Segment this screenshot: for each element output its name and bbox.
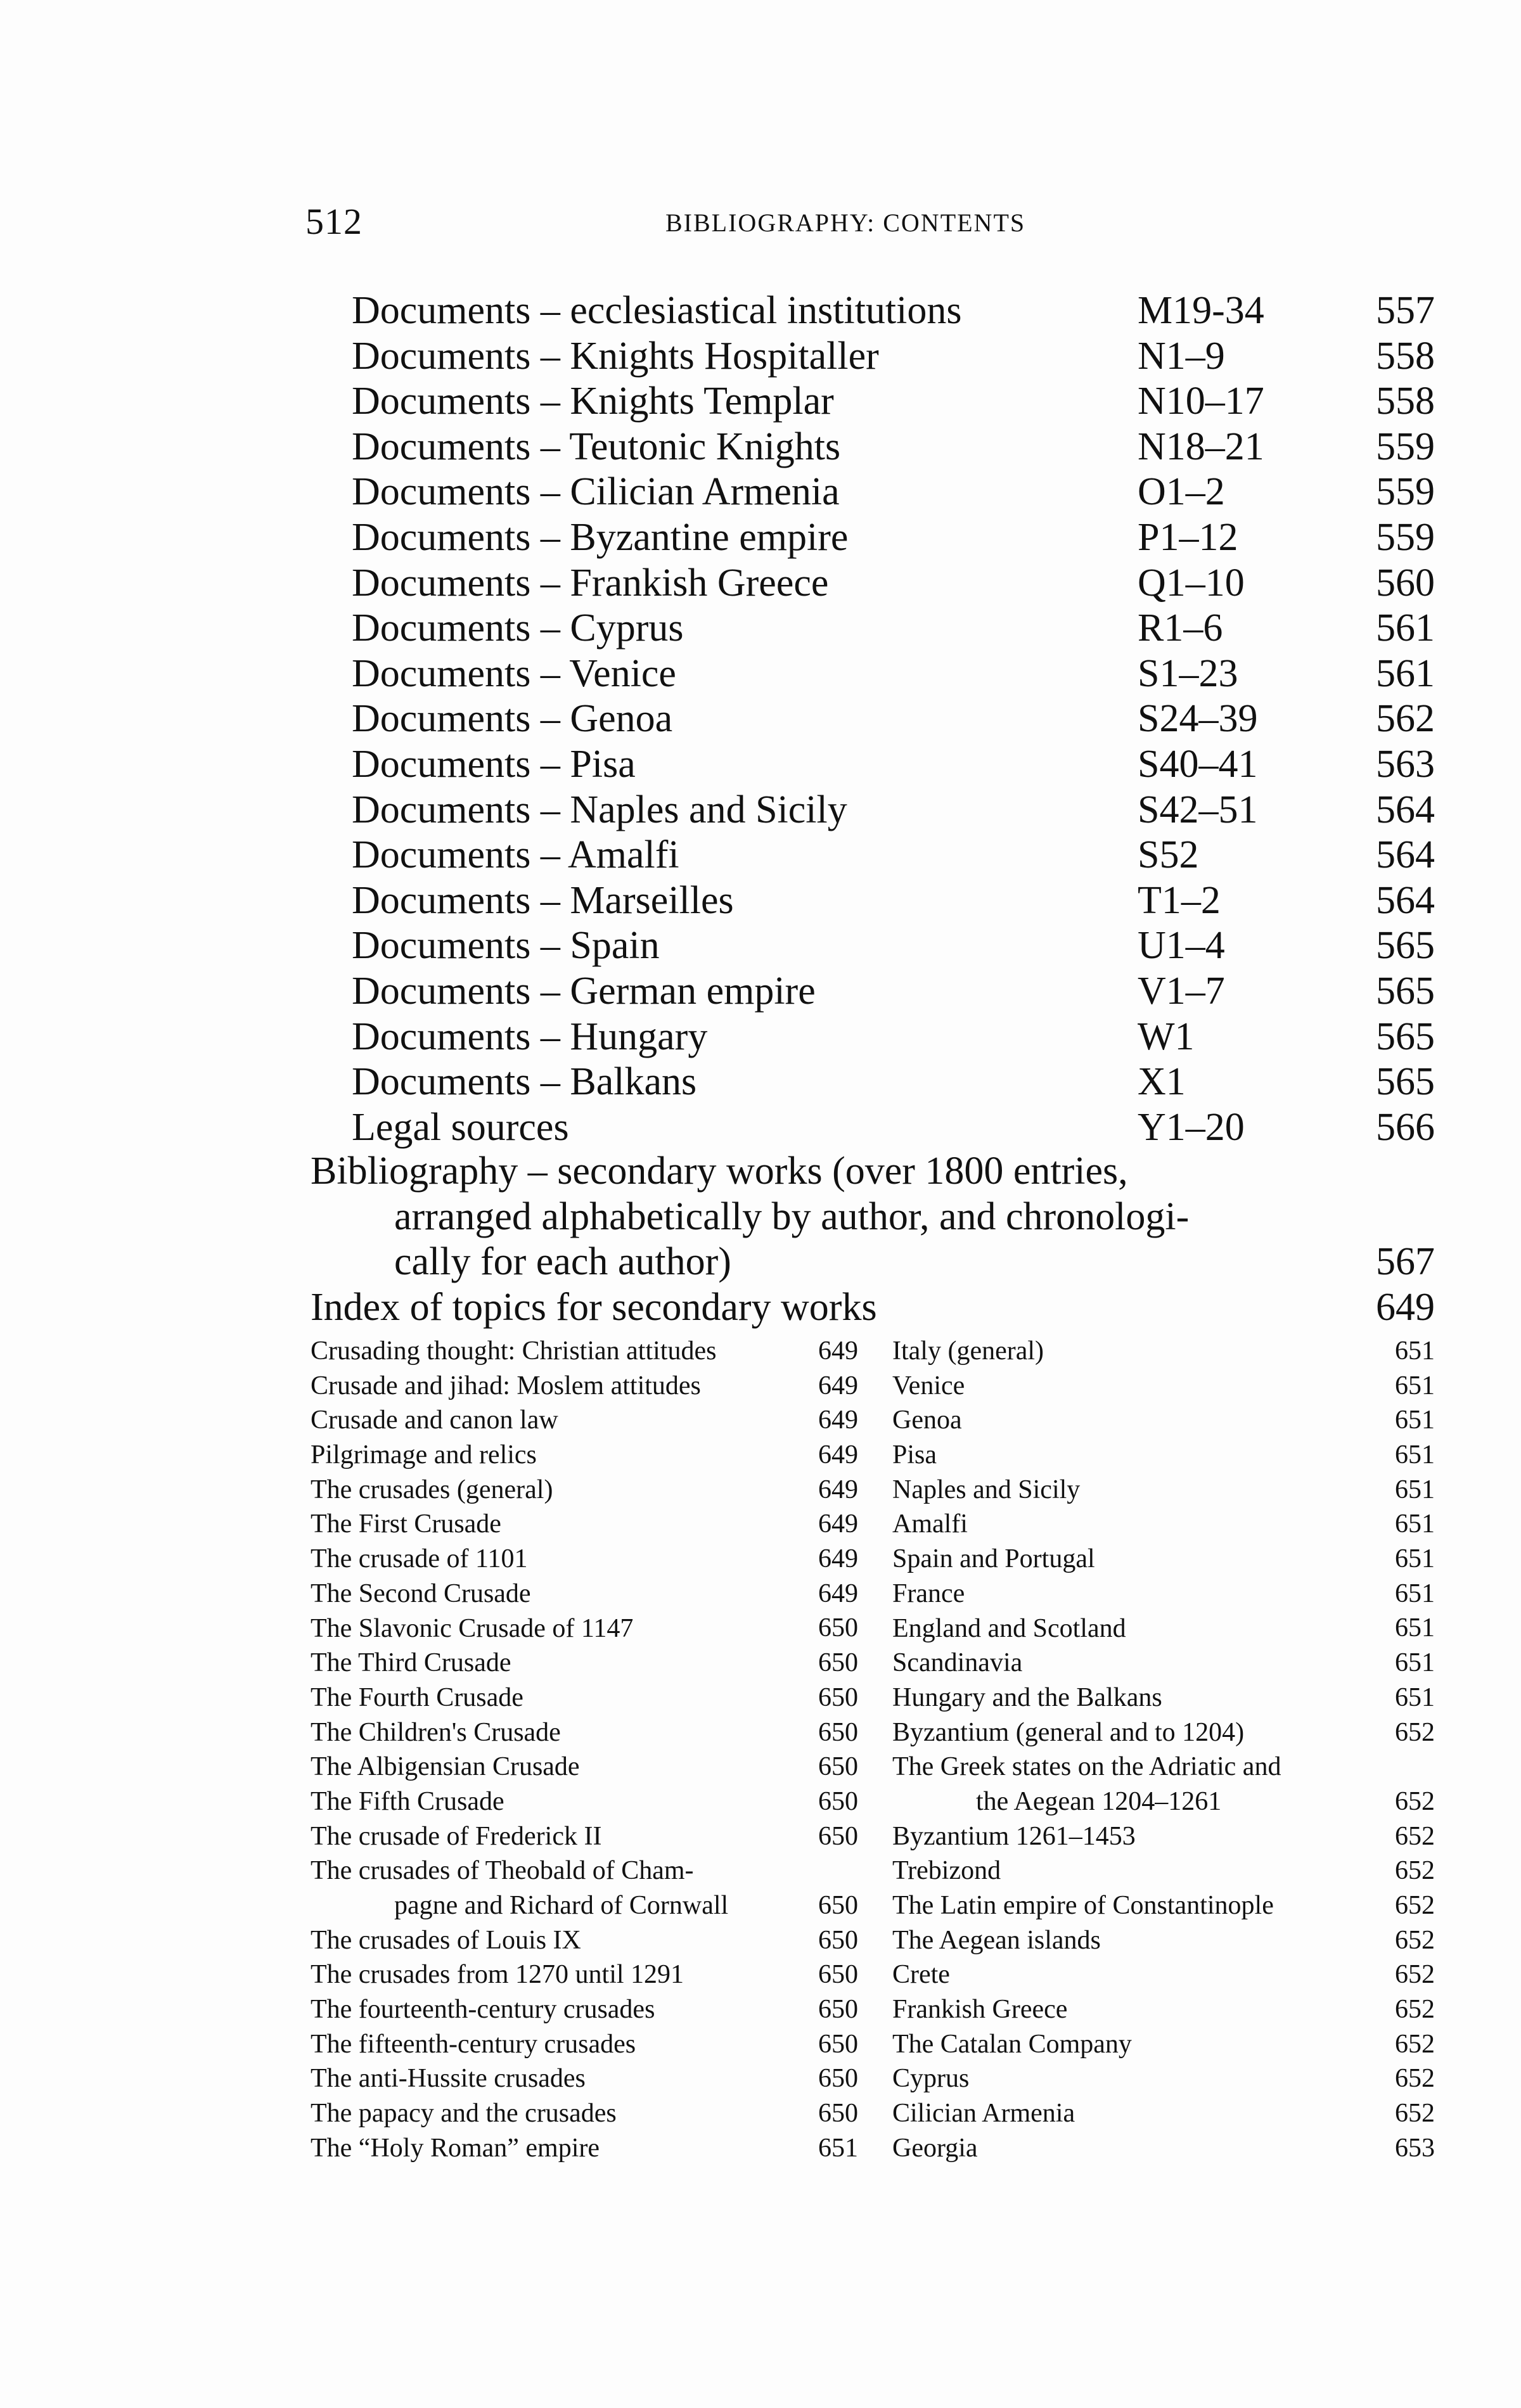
contents-title: Documents – Hungary bbox=[352, 1015, 708, 1058]
index-row bbox=[892, 1854, 1435, 1888]
contents-row bbox=[0, 1105, 1521, 1151]
index-row bbox=[311, 2131, 858, 2166]
index-topic: Crusading thought: Christian attitudes bbox=[311, 1336, 717, 1366]
contents-row bbox=[0, 470, 1521, 515]
index-row bbox=[892, 1888, 1435, 1923]
contents-title: Documents – Knights Templar bbox=[352, 380, 834, 423]
contents-title: Documents – Balkans bbox=[352, 1060, 697, 1104]
index-topic: Byzantium (general and to 1204) bbox=[892, 1717, 1245, 1747]
contents-row bbox=[0, 788, 1521, 833]
contents-code: R1–6 bbox=[1138, 606, 1223, 650]
index-heading-page: 649 bbox=[1376, 1286, 1435, 1329]
contents-row bbox=[0, 425, 1521, 470]
contents-title: Documents – Knights Hospitaller bbox=[352, 334, 879, 378]
index-heading-title: Index of topics for secondary works bbox=[311, 1286, 877, 1329]
index-heading-entry bbox=[0, 1285, 1521, 1331]
index-row bbox=[892, 1681, 1435, 1715]
index-topic: The crusades of Louis IX bbox=[311, 1925, 581, 1955]
index-row bbox=[311, 1715, 858, 1750]
index-topic: Pilgrimage and relics bbox=[311, 1440, 537, 1470]
contents-page: 563 bbox=[1376, 742, 1435, 786]
index-page: 652 bbox=[1395, 1995, 1435, 2025]
index-topic: The crusade of 1101 bbox=[311, 1544, 528, 1574]
index-page: 651 bbox=[1395, 1509, 1435, 1539]
contents-row bbox=[0, 1015, 1521, 1060]
index-page: 650 bbox=[818, 1717, 858, 1747]
index-row bbox=[892, 1957, 1435, 1992]
index-row bbox=[892, 1403, 1435, 1438]
index-page: 650 bbox=[818, 1821, 858, 1851]
contents-title: Legal sources bbox=[352, 1105, 569, 1149]
index-page: 652 bbox=[1395, 2064, 1435, 2094]
contents-row bbox=[0, 1060, 1521, 1105]
contents-list bbox=[0, 288, 1521, 1150]
contents-page: 566 bbox=[1376, 1105, 1435, 1149]
index-row bbox=[892, 1542, 1435, 1577]
bibliography-entry bbox=[0, 1149, 1521, 1285]
index-topic: Genoa bbox=[892, 1406, 962, 1435]
index-topic: Amalfi bbox=[892, 1509, 968, 1539]
contents-page: 564 bbox=[1376, 788, 1435, 831]
index-row bbox=[311, 1473, 858, 1508]
index-topic: The Children's Crusade bbox=[311, 1717, 561, 1747]
index-topic: The anti-Hussite crusades bbox=[311, 2064, 586, 2094]
index-page: 650 bbox=[818, 1682, 858, 1712]
contents-code: S1–23 bbox=[1138, 651, 1238, 695]
index-page: 650 bbox=[818, 1752, 858, 1782]
contents-page: 564 bbox=[1376, 878, 1435, 922]
contents-row bbox=[0, 878, 1521, 924]
contents-title: Documents – Teutonic Knights bbox=[352, 425, 841, 468]
contents-title: Documents – Byzantine empire bbox=[352, 515, 849, 559]
contents-title: Documents – Amalfi bbox=[352, 833, 679, 877]
index-row bbox=[311, 1923, 858, 1958]
index-row bbox=[311, 1577, 858, 1611]
contents-code: S52 bbox=[1138, 833, 1199, 877]
contents-title: Documents – German empire bbox=[352, 969, 816, 1013]
index-topic-continuation: pagne and Richard of Cornwall bbox=[394, 1891, 729, 1920]
index-page: 650 bbox=[818, 1960, 858, 1990]
contents-code: U1–4 bbox=[1138, 924, 1225, 968]
contents-code: W1 bbox=[1138, 1015, 1195, 1058]
index-topic: The fifteenth-century crusades bbox=[311, 2029, 636, 2059]
index-topic: Crete bbox=[892, 1960, 950, 1990]
index-row bbox=[311, 1611, 858, 1646]
index-page: 649 bbox=[818, 1371, 858, 1400]
index-page: 652 bbox=[1395, 1960, 1435, 1990]
index-page: 649 bbox=[818, 1544, 858, 1574]
page-number: 512 bbox=[305, 201, 363, 242]
index-topic: The “Holy Roman” empire bbox=[311, 2133, 600, 2163]
index-topic: The Fourth Crusade bbox=[311, 1682, 523, 1712]
contents-row bbox=[0, 288, 1521, 334]
index-page: 649 bbox=[818, 1579, 858, 1608]
contents-code: O1–2 bbox=[1138, 470, 1225, 514]
index-page: 650 bbox=[818, 2064, 858, 2094]
index-row bbox=[892, 1438, 1435, 1473]
index-topic: Naples and Sicily bbox=[892, 1475, 1081, 1504]
index-page: 652 bbox=[1395, 1821, 1435, 1851]
index-row bbox=[892, 1992, 1435, 2027]
index-page: 651 bbox=[1395, 1406, 1435, 1435]
index-page: 652 bbox=[1395, 1891, 1435, 1920]
index-row bbox=[892, 1715, 1435, 1750]
index-topic: Trebizond bbox=[892, 1856, 1001, 1886]
bibliography-line: arranged alphabetically by author, and chronologi- bbox=[394, 1194, 1190, 1238]
index-topic: Spain and Portugal bbox=[892, 1544, 1095, 1574]
contents-page: 558 bbox=[1376, 380, 1435, 423]
index-topic: Byzantium 1261–1453 bbox=[892, 1821, 1136, 1851]
contents-code: Q1–10 bbox=[1138, 561, 1245, 605]
index-page: 651 bbox=[1395, 1475, 1435, 1504]
index-page: 653 bbox=[1395, 2133, 1435, 2163]
contents-code: S24–39 bbox=[1138, 697, 1258, 741]
contents-row bbox=[0, 379, 1521, 425]
index-topic: The Third Crusade bbox=[311, 1648, 511, 1678]
index-topic: Hungary and the Balkans bbox=[892, 1682, 1162, 1712]
index-topic: The papacy and the crusades bbox=[311, 2099, 617, 2129]
index-row bbox=[892, 1577, 1435, 1611]
index-topic: The First Crusade bbox=[311, 1509, 501, 1539]
contents-code: M19-34 bbox=[1138, 289, 1264, 332]
contents-title: Documents – Pisa bbox=[352, 742, 636, 786]
index-page: 649 bbox=[818, 1406, 858, 1435]
index-row bbox=[892, 1369, 1435, 1404]
index-topic: The crusades (general) bbox=[311, 1475, 553, 1504]
index-row bbox=[892, 1750, 1435, 1819]
contents-page: 561 bbox=[1376, 606, 1435, 650]
index-row bbox=[311, 1369, 858, 1404]
index-row bbox=[892, 2131, 1435, 2166]
index-topic: Crusade and jihad: Moslem attitudes bbox=[311, 1371, 701, 1400]
contents-page: 565 bbox=[1376, 1015, 1435, 1058]
index-page: 649 bbox=[818, 1475, 858, 1504]
index-topic: The crusades of Theobald of Cham- bbox=[311, 1856, 694, 1886]
contents-title: Documents – Venice bbox=[352, 651, 676, 695]
index-topic-continuation: the Aegean 1204–1261 bbox=[976, 1786, 1222, 1816]
contents-title: Documents – Marseilles bbox=[352, 878, 734, 922]
index-topic: The Greek states on the Adriatic and bbox=[892, 1752, 1281, 1782]
index-topic: England and Scotland bbox=[892, 1613, 1126, 1643]
index-row bbox=[311, 1750, 858, 1784]
contents-code: T1–2 bbox=[1138, 878, 1221, 922]
index-row bbox=[311, 1507, 858, 1542]
index-page: 652 bbox=[1395, 1717, 1435, 1747]
index-page: 650 bbox=[818, 2029, 858, 2059]
index-page: 652 bbox=[1395, 2099, 1435, 2129]
index-topic: The crusades from 1270 until 1291 bbox=[311, 1960, 684, 1990]
index-topic: The crusade of Frederick II bbox=[311, 1821, 602, 1851]
contents-title: Documents – Naples and Sicily bbox=[352, 788, 847, 831]
contents-title: Documents – ecclesiastical institutions bbox=[352, 289, 962, 332]
index-page: 651 bbox=[1395, 1648, 1435, 1678]
contents-title: Documents – Genoa bbox=[352, 697, 673, 741]
index-row bbox=[311, 1784, 858, 1819]
index-page: 651 bbox=[1395, 1440, 1435, 1470]
contents-row bbox=[0, 515, 1521, 561]
contents-page: 565 bbox=[1376, 969, 1435, 1013]
index-page: 651 bbox=[1395, 1682, 1435, 1712]
contents-code: V1–7 bbox=[1138, 969, 1225, 1013]
page-header bbox=[0, 200, 1521, 245]
index-topic: Georgia bbox=[892, 2133, 978, 2163]
contents-row bbox=[0, 696, 1521, 742]
index-row bbox=[892, 1334, 1435, 1369]
index-row bbox=[892, 2061, 1435, 2096]
contents-code: N10–17 bbox=[1138, 380, 1264, 423]
index-row bbox=[311, 1992, 858, 2027]
contents-code: N18–21 bbox=[1138, 425, 1264, 468]
index-topic: Crusade and canon law bbox=[311, 1406, 558, 1435]
index-page: 650 bbox=[818, 1995, 858, 2025]
index-topic: The Fifth Crusade bbox=[311, 1786, 504, 1816]
contents-code: Y1–20 bbox=[1138, 1105, 1245, 1149]
contents-page: 558 bbox=[1376, 334, 1435, 378]
index-page: 650 bbox=[818, 2099, 858, 2129]
contents-row bbox=[0, 651, 1521, 697]
index-row bbox=[311, 1438, 858, 1473]
index-page: 649 bbox=[818, 1509, 858, 1539]
index-row bbox=[311, 1542, 858, 1577]
contents-page: 562 bbox=[1376, 697, 1435, 741]
index-topic: France bbox=[892, 1579, 965, 1608]
index-row bbox=[892, 1473, 1435, 1508]
index-topic: Italy (general) bbox=[892, 1336, 1044, 1366]
contents-code: S42–51 bbox=[1138, 788, 1258, 831]
index-page: 651 bbox=[1395, 1371, 1435, 1400]
contents-code: P1–12 bbox=[1138, 515, 1238, 559]
index-page: 652 bbox=[1395, 1786, 1435, 1816]
index-topic: The Slavonic Crusade of 1147 bbox=[311, 1613, 634, 1643]
contents-code: N1–9 bbox=[1138, 334, 1225, 378]
index-page: 650 bbox=[818, 1925, 858, 1955]
index-topic: The Albigensian Crusade bbox=[311, 1752, 580, 1782]
contents-row bbox=[0, 969, 1521, 1015]
index-topic: Pisa bbox=[892, 1440, 937, 1470]
index-page: 652 bbox=[1395, 1856, 1435, 1886]
bibliography-line: Bibliography – secondary works (over 1800 entries, bbox=[311, 1150, 1128, 1193]
index-row bbox=[311, 1957, 858, 1992]
index-page: 652 bbox=[1395, 2029, 1435, 2059]
running-title: BIBLIOGRAPHY: CONTENTS bbox=[665, 208, 1026, 237]
contents-row bbox=[0, 742, 1521, 788]
index-row bbox=[311, 1854, 858, 1923]
index-topic: Cyprus bbox=[892, 2064, 970, 2094]
index-page: 649 bbox=[818, 1336, 858, 1366]
index-page: 650 bbox=[818, 1648, 858, 1678]
index-row bbox=[892, 2027, 1435, 2062]
index-row bbox=[892, 1611, 1435, 1646]
contents-title: Documents – Frankish Greece bbox=[352, 561, 829, 605]
index-row bbox=[892, 2096, 1435, 2131]
contents-row bbox=[0, 606, 1521, 651]
contents-title: Documents – Spain bbox=[352, 924, 660, 968]
index-column-right bbox=[892, 1334, 1435, 2166]
index-row bbox=[311, 1681, 858, 1715]
contents-title: Documents – Cilician Armenia bbox=[352, 470, 840, 514]
bibliography-page: 567 bbox=[1376, 1240, 1435, 1284]
index-page: 651 bbox=[1395, 1579, 1435, 1608]
contents-page: 565 bbox=[1376, 1060, 1435, 1104]
contents-page: 565 bbox=[1376, 924, 1435, 968]
index-row bbox=[311, 2027, 858, 2062]
contents-page: 564 bbox=[1376, 833, 1435, 877]
index-page: 650 bbox=[818, 1891, 858, 1920]
contents-row bbox=[0, 833, 1521, 878]
index-topic: Venice bbox=[892, 1371, 965, 1400]
index-row bbox=[311, 1819, 858, 1854]
index-page: 651 bbox=[1395, 1336, 1435, 1366]
contents-row bbox=[0, 334, 1521, 380]
contents-title: Documents – Cyprus bbox=[352, 606, 684, 650]
contents-page: 559 bbox=[1376, 515, 1435, 559]
index-page: 650 bbox=[818, 1613, 858, 1643]
contents-page: 559 bbox=[1376, 425, 1435, 468]
index-row bbox=[311, 2096, 858, 2131]
index-topic: Scandinavia bbox=[892, 1648, 1023, 1678]
contents-page: 560 bbox=[1376, 561, 1435, 605]
index-page: 651 bbox=[1395, 1613, 1435, 1643]
index-page: 651 bbox=[818, 2133, 858, 2163]
index-columns bbox=[0, 1334, 1521, 2177]
contents-page: 561 bbox=[1376, 651, 1435, 695]
index-row bbox=[892, 1646, 1435, 1681]
index-page: 649 bbox=[818, 1440, 858, 1470]
index-topic: The Aegean islands bbox=[892, 1925, 1101, 1955]
index-topic: The Catalan Company bbox=[892, 2029, 1132, 2059]
index-column-left bbox=[311, 1334, 858, 2166]
index-topic: The Latin empire of Constantinople bbox=[892, 1891, 1274, 1921]
contents-page: 557 bbox=[1376, 289, 1435, 332]
index-row bbox=[311, 1403, 858, 1438]
index-row bbox=[892, 1923, 1435, 1958]
index-page: 652 bbox=[1395, 1925, 1435, 1955]
index-topic: Frankish Greece bbox=[892, 1995, 1068, 2025]
contents-page: 559 bbox=[1376, 470, 1435, 514]
contents-code: X1 bbox=[1138, 1060, 1186, 1104]
index-row bbox=[892, 1819, 1435, 1854]
index-row bbox=[892, 1507, 1435, 1542]
index-row bbox=[311, 2061, 858, 2096]
index-page: 650 bbox=[818, 1786, 858, 1816]
index-topic: The fourteenth-century crusades bbox=[311, 1995, 655, 2025]
contents-row bbox=[0, 923, 1521, 969]
index-topic: Cilician Armenia bbox=[892, 2099, 1075, 2129]
bibliography-line: cally for each author) bbox=[394, 1240, 731, 1284]
index-topic: The Second Crusade bbox=[311, 1579, 531, 1608]
index-page: 651 bbox=[1395, 1544, 1435, 1574]
contents-row bbox=[0, 561, 1521, 606]
index-row bbox=[311, 1334, 858, 1369]
index-row bbox=[311, 1646, 858, 1681]
contents-code: S40–41 bbox=[1138, 742, 1258, 786]
